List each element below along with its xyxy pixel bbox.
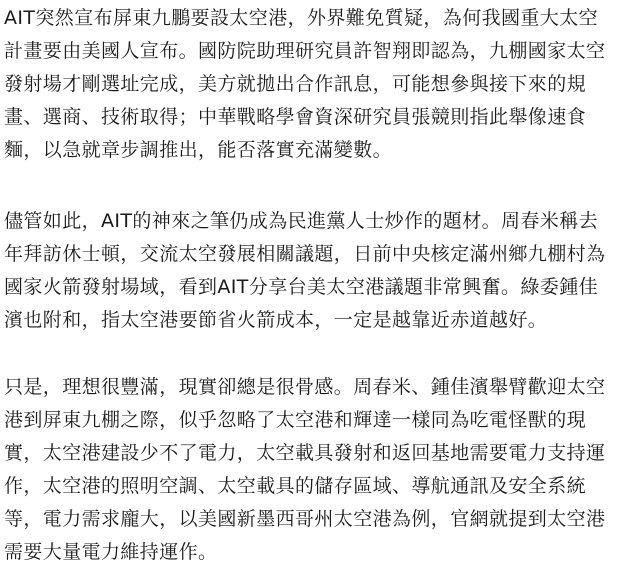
paragraph-3-line-2: 港到屏東九棚之際，似乎忽略了太空港和輝達一樣同為吃電怪獸的現 — [4, 409, 587, 431]
paragraph-2 — [4, 205, 605, 337]
paragraph-3-line-3: 實，太空港建設少不了電力，太空載具發射和返回基地需要電力支持運 — [4, 442, 606, 464]
paragraph-3-line-1: 只是，理想很豐滿，現實卻總是很骨感。周春米、鍾佳濱舉臂歡迎太空 — [4, 376, 606, 398]
paragraph-1-line-1: AIT突然宣布屏東九鵬要設太空港，外界難免質疑，為何我國重大太空 — [4, 7, 599, 29]
paragraph-2-line-2: 年拜訪休士頓，交流太空發展相關議題，日前中央核定滿州鄉九棚村為 — [4, 243, 606, 265]
paragraph-1-line-2: 計畫要由美國人宣布。國防院助理研究員許智翔即認為，九棚國家太空 — [4, 40, 606, 62]
paragraph-2-line-1: 儘管如此，AIT的神來之筆仍成為民進黨人士炒作的題材。周春米稱去 — [4, 210, 599, 232]
paragraph-2-line-3: 國家火箭發射場域，看到AIT分享台美太空港議題非常興奮。綠委鍾佳 — [4, 276, 599, 298]
paragraph-2-line-4: 濱也附和，指太空港要節省火箭成本，一定是越靠近赤道越好。 — [4, 309, 548, 331]
paragraph-3 — [4, 371, 605, 569]
paragraph-1-line-3: 發射場才剛選址完成，美方就拋出合作訊息，可能想參與接下來的規 — [4, 73, 587, 95]
paragraph-3-line-4: 作，太空港的照明空調、太空載具的儲存區域、導航通訊及安全系統 — [4, 475, 587, 497]
paragraph-1-line-5: 麵，以急就章步調推出，能否落實充滿變數。 — [4, 139, 393, 161]
paragraph-3-line-6: 需要大量電力維持運作。 — [4, 541, 218, 563]
paragraph-1 — [4, 2, 605, 167]
paragraph-1-line-4: 畫、選商、技術取得；中華戰略學會資深研究員張競則指此舉像速食 — [4, 106, 587, 128]
paragraph-3-line-5: 等，電力需求龐大，以美國新墨西哥州太空港為例，官網就提到太空港 — [4, 508, 606, 530]
